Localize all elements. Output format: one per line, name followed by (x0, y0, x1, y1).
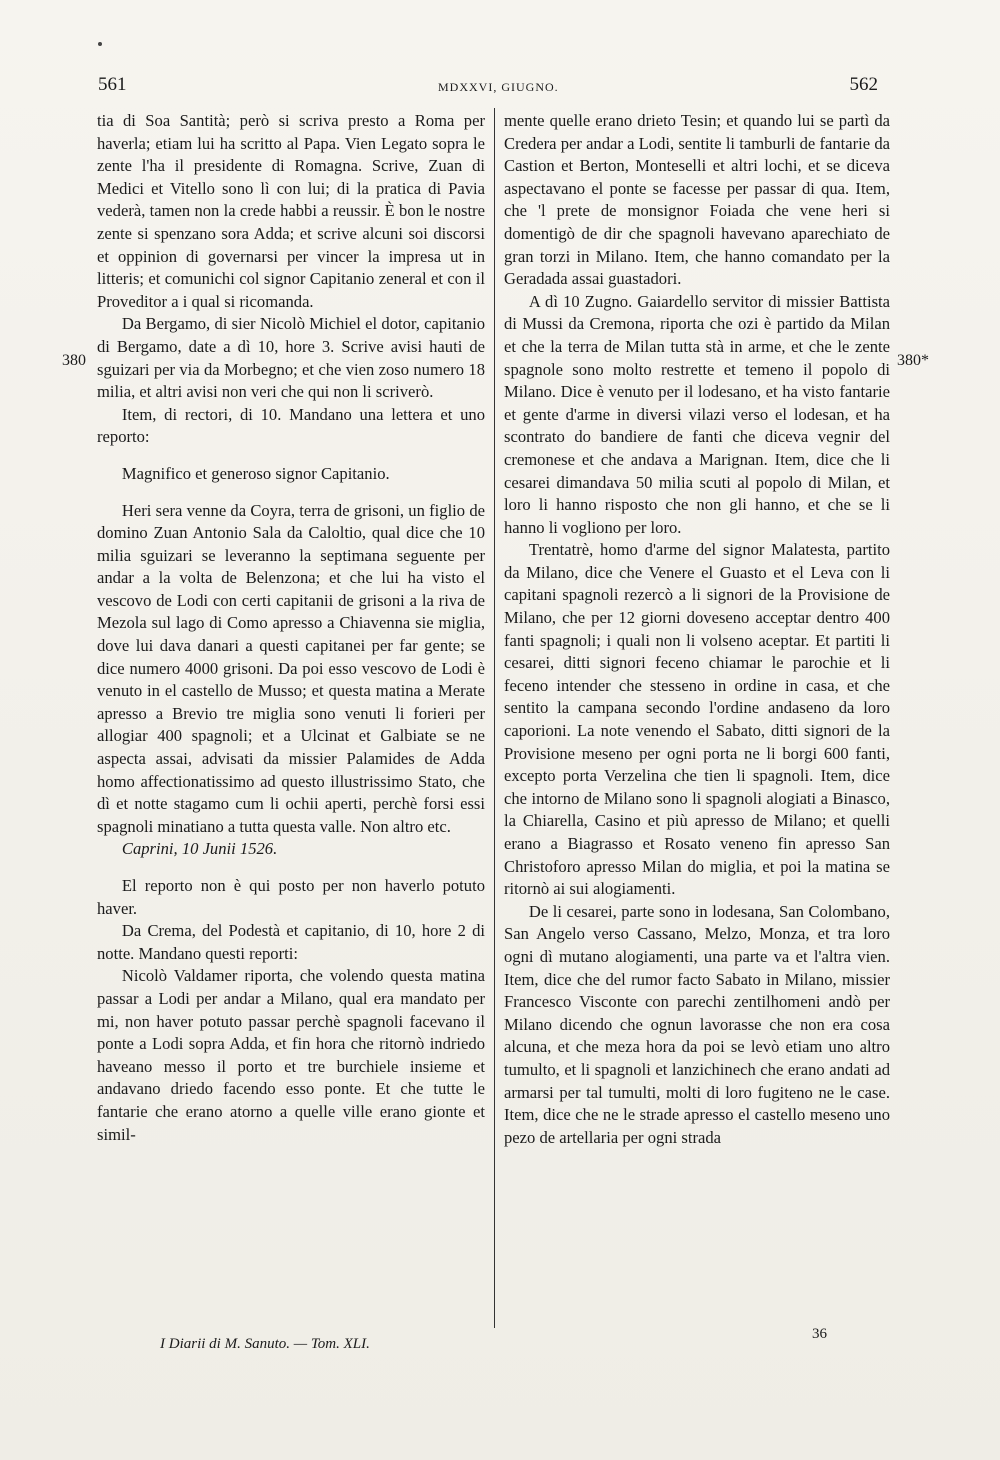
margin-number-right: 380* (897, 352, 929, 369)
ink-dot (98, 42, 102, 46)
paragraph: mente quelle erano drieto Tesin; et quando lui se partì da Credera per andar a Lodi, sentite li tamburli de fantarie da Castion et Berton, Monteselli et altri lochi, et se diceva aspectavano el ponte se facesse per passar di qua. Item, che 'l prete de monsignor Foiada che vene heri si domentigò de dir che spagnoli havevano aparechiato de gran torzi in Milano. Item, che hanno comandato per la Geradada assai guastadori. (504, 111, 890, 289)
salutation: Magnifico et generoso signor Capitanio. (121, 463, 390, 483)
paragraph: tia di Soa Santità; però si scriva presto a Roma per haverla; etiam lui ha scritto al Papa. Vien Legato sopra le zente l'ha il presidente di Romagna. Scrive, Zuan di Medici et Vitello sono lì con lui; di la pratica di Pavia vederà, tamen non la crede habbi a reussir. È bon le nostre zente si spenzano sora Adda; et scrive alcuni soi discorsi et oppinion di governarsi per vincer la impresa ut in litteris; et comunichi col signor Capitanio zeneral et con il Proveditor a i qual si ricomanda. (97, 111, 485, 311)
dateline: Caprini, 10 Junii 1526. (121, 839, 278, 859)
paragraph: Da Crema, del Podestà et capitanio, di 10, hore 2 di notte. Mandano questi reporti: (97, 921, 485, 963)
paragraph: Heri sera venne da Coyra, terra de grisoni, un figlio de domino Zuan Antonio Sala da Caloltio, qual dice che 10 milia sguizari se leveranno la septimana seguente per andar a la volta de Belenzona; et che lui ha visto el vescovo de Lodi con certi capitanii de grisoni a la riva de Mezola sul lago di Como apresso a Chiavenna sie miglia, dove lui dava danari a questi capitanei per far gente; se dice numero 4000 grisoni. Da poi esso vescovo de Lodi è venuto in el castello de Musso; et questa matina a Merate apresso a Brevio tre miglia sono venuti li forieri per allogiar 400 spagnoli; et a Ulcinat et Galbiate se ne aspecta assai, advisati da missier Palamides de Adda homo affectionatissimo ad questo illustrissimo Stato, che dì et notte stagamo cum li ochii aperti, perchè forsi essi spagnoli minatiano a tutta questa valle. Non altro etc. (97, 500, 485, 836)
paragraph: Item, di rectori, di 10. Mandano una lettera et uno reporto: (97, 404, 485, 447)
column-divider (494, 108, 495, 1328)
running-title: MDXXVI, GIUGNO. (438, 80, 559, 94)
page-number-right: 562 (849, 74, 878, 95)
left-column (97, 110, 485, 1300)
paragraph: Da Bergamo, di sier Nicolò Michiel el dotor, capitanio di Bergamo, date a dì 10, hore 3. Scrive avisi hauti de sguizari per via da Morbegno; et che vien zoso numero 18 milia, et altri avisi non veri che qui non li scriverò. (97, 314, 485, 402)
paragraph: A dì 10 Zugno. Gaiardello servitor di missier Battista di Mussi da Cremona, riporta che ozi è partido da Milan et che la terra de Milan tutta stà in arme, et che le zente spagnole sono molto restrette et temeno il popolo di Milano. Dice è venuto per il lodesano, et ha visto fantarie et gente d'arme in diversi vilazi verso el lodesan, et ha scontrato do bandiere de fanti che diceva vegnir del cremonese et che andava a Marignan. Item, dice che li cesarei dimandava 50 milia scuti al popolo di Milan, et loro li hanno risposto che non gli hanno, et che se li hanno li vogliono per loro. (504, 291, 890, 537)
running-head (98, 72, 878, 102)
page-number-left: 561 (98, 74, 127, 95)
paragraph: El reporto non è qui posto per non haverlo potuto haver. (97, 876, 485, 918)
footer-title: I Diarii di M. Sanuto. — Tom. XLI. (160, 1336, 370, 1352)
margin-number-left: 380 (62, 352, 86, 369)
paragraph: De li cesarei, parte sono in lodesana, San Colombano, San Angelo verso Cassano, Melzo, Monza, et tra loro ogni dì mutano alogiamenti, una parte va et l'altra vien. Item, dice che del rumor facto Sabato in Milano, missier Francesco Visconte con parechi zentilhomeni andò per Milano dicendo che ognun lavorasse che non era cosa alcuna, et che meza hora da poi se levò etiam uno altro tumulto, et li spagnoli et lanzichinech che erano andati ad armarsi per tal tumulti, molti di loro fugiteno ne le case. Item, dice che ne le strade apresso el castello meseno uno pezo de artellaria per ogni strada (504, 901, 890, 1147)
right-column (504, 110, 890, 1300)
paragraph: Trentatrè, homo d'arme del signor Malatesta, partito da Milano, dice che Venere el Guasto et el Leva con li capitani spagnoli rezercò a li signori de la Provisione de Milano, che per 12 giorni doveseno acceptar dentro 400 fanti spagnoli; i quali non li volseno aceptar. Et partiti li cesarei, ditti signori feceno chiamar le parochie et li feceno intender che stesseno in ordine in casa, et che sentito la campana secondo l'ordine andaseno da loro caporioni. La note venendo el Sabato, ditti signori de la Provisione meseno per ogni porta ne li borgi 600 fanti, excepto porta Verzelina che tien li spagnoli. Item, dice che intorno de Milano sono li spagnoli alogiati a Binasco, la Chiarella, Casino et più apresso de Milano; et quelli erano a Biagrasso et Rosato veneno fin apresso San Christoforo apresso Milan do miglia, et poi la matina se ritornò ai sui alogiamenti. (504, 540, 890, 899)
paragraph: Nicolò Valdamer riporta, che volendo questa matina passar a Lodi per andar a Milano, qual era mandato per mi, non haver potuto passar perchè spagnoli facevano il ponte a Lodi sopra Adda, et fin hora che ritornò indriedo haveano messo il porto et tre burchiele insieme et andavano driedo facendo esso ponte. Et che tutte le fantarie che erano atorno a quelle ville erano gionte et simil- (97, 966, 485, 1144)
signature-mark: 36 (812, 1326, 827, 1342)
